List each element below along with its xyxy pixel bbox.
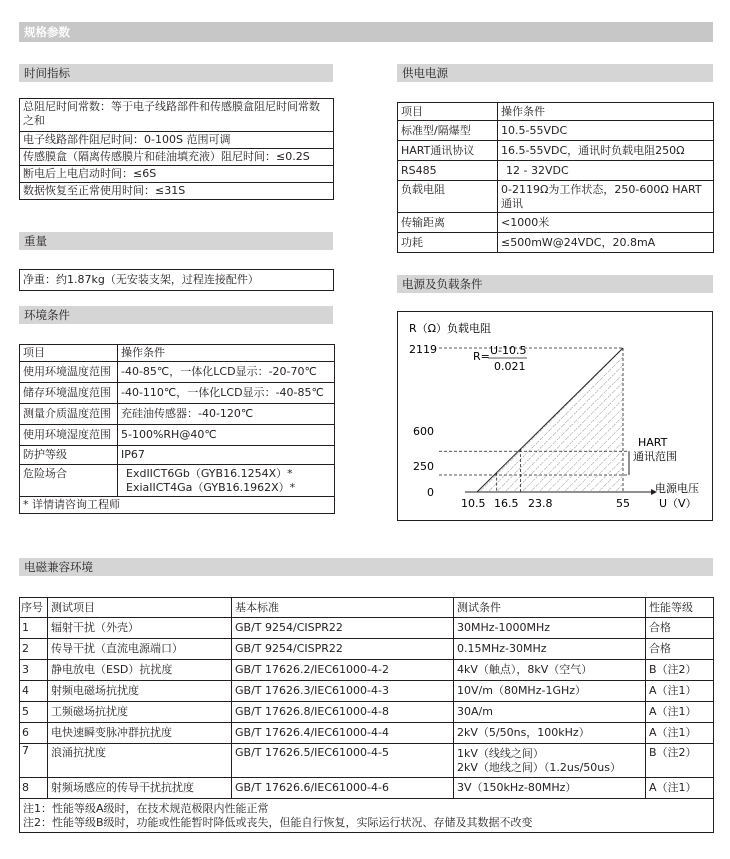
emc-notes xyxy=(20,799,714,833)
emc-cell-no: 4 xyxy=(20,681,48,702)
env-row-value: 充硅油传感器：-40-120℃ xyxy=(118,404,335,425)
emc-cell-condition: 30A/m xyxy=(454,702,646,723)
emc-note: 注1：性能等级A级时，在技术规范极限内性能正常 xyxy=(23,801,269,815)
x-tick-label: 16.5 xyxy=(494,497,519,510)
hart-label-range: 通讯范围 xyxy=(633,450,677,463)
emc-cell-level: B（注2） xyxy=(646,744,714,778)
weight-text: 净重：约1.87kg（无安装支架，过程连接配件） xyxy=(23,273,259,286)
power-row-label: RS485 xyxy=(398,161,498,181)
y-tick-label: 0 xyxy=(427,486,434,499)
env-hazard-line: ExdIICT6Gb（GYB16.1254X）* xyxy=(126,466,293,480)
emc-cell-level: 合格 xyxy=(646,639,714,660)
x-tick-label: 23.8 xyxy=(528,497,553,510)
emc-header: 序号 xyxy=(20,598,48,618)
emc-cell-standard: GB/T 17626.4/IEC61000-4-4 xyxy=(232,723,454,744)
env-row-label: 使用环境湿度范围 xyxy=(20,425,118,446)
power-row-label: 标准型/隔爆型 xyxy=(398,121,498,141)
emc-cell-no: 3 xyxy=(20,660,48,681)
emc-row xyxy=(20,702,714,723)
env-header-item: 项目 xyxy=(20,345,118,362)
emc-cell-level: A（注1） xyxy=(646,702,714,723)
env-hazard-value xyxy=(118,465,335,497)
env-hazard-line: ExiaIICT4Ga（GYB16.1962X）* xyxy=(126,480,296,494)
emc-cell-condition: 30MHz-1000MHz xyxy=(454,618,646,639)
emc-cell-condition: 3V（150kHz-80MHz） xyxy=(454,778,646,799)
env-row-value: -40-110℃，一体化LCD显示：-40-85℃ xyxy=(118,383,335,404)
env-note: * 详情请咨询工程师 xyxy=(20,497,335,514)
power-row-label: HART通讯协议 xyxy=(398,141,498,161)
emc-cell-condition: 0.15MHz-30MHz xyxy=(454,639,646,660)
emc-cell-level: A（注1） xyxy=(646,723,714,744)
power-section-title: 供电电源 xyxy=(397,64,713,82)
power-row-value: 16.5-55VDC，通讯时负载电阻250Ω xyxy=(498,141,714,161)
y-axis-label: R（Ω）负载电阻 xyxy=(409,322,492,335)
power-row-value: 12 - 32VDC xyxy=(498,161,714,181)
power-table xyxy=(397,102,714,253)
weight-section-title: 重量 xyxy=(19,232,333,250)
emc-row xyxy=(20,639,714,660)
emc-cell-item: 射频电磁场抗扰度 xyxy=(48,681,232,702)
emc-cell-no: 8 xyxy=(20,778,48,799)
x-axis-unit: U（V） xyxy=(659,497,697,510)
emc-cell-standard: GB/T 9254/CISPR22 xyxy=(232,639,454,660)
power-row-value: 10.5-55VDC xyxy=(498,121,714,141)
power-header-cond: 操作条件 xyxy=(498,103,714,121)
power-row-value: <1000米 xyxy=(498,213,714,233)
emc-header: 测试项目 xyxy=(48,598,232,618)
time-item: 数据恢复至正常使用时间：≤31S xyxy=(23,184,186,197)
emc-cell-level: A（注1） xyxy=(646,681,714,702)
env-hazard-label: 危险场合 xyxy=(20,465,118,497)
env-row-value: -40-85℃，一体化LCD显示：-20-70℃ xyxy=(118,362,335,383)
emc-section-title: 电磁兼容环境 xyxy=(19,558,713,576)
time-list xyxy=(19,98,334,200)
formula-numerator: U-10.5 xyxy=(490,344,527,357)
formula-denominator: 0.021 xyxy=(494,360,526,373)
emc-row xyxy=(20,681,714,702)
emc-cell-standard: GB/T 9254/CISPR22 xyxy=(232,618,454,639)
env-row-label: 测量介质温度范围 xyxy=(20,404,118,425)
power-row-value: 0-2119Ω为工作状态，250-600Ω HART通讯 xyxy=(498,181,714,213)
load-section-title: 电源及负载条件 xyxy=(397,275,713,293)
emc-cell-item: 传导干扰（直流电源端口） xyxy=(48,639,232,660)
emc-header: 基本标准 xyxy=(232,598,454,618)
env-row-value: 5-100%RH@40℃ xyxy=(118,425,335,446)
y-tick-label: 600 xyxy=(413,425,434,438)
hart-label: HART xyxy=(638,436,668,449)
emc-cell-item: 电快速瞬变脉冲群抗扰度 xyxy=(48,723,232,744)
emc-cell-no: 7 xyxy=(20,744,48,778)
emc-table xyxy=(19,597,714,833)
emc-row xyxy=(20,778,714,799)
env-row-label: 储存环境温度范围 xyxy=(20,383,118,404)
emc-header: 测试条件 xyxy=(454,598,646,618)
y-tick-label: 250 xyxy=(413,460,434,473)
emc-cell-item: 辐射干扰（外壳） xyxy=(48,618,232,639)
time-section-title: 时间指标 xyxy=(19,64,333,82)
emc-note: 注2：性能等级B级时，功能或性能暂时降低或丧失，但能自行恢复，实际运行状况、存储及其数据不改变 xyxy=(23,815,533,829)
emc-cell-condition: 10V/m（80MHz-1GHz） xyxy=(454,681,646,702)
power-row-label: 负载电阻 xyxy=(398,181,498,213)
emc-cell-no: 5 xyxy=(20,702,48,723)
power-row-label: 功耗 xyxy=(398,233,498,253)
emc-cell-standard: GB/T 17626.6/IEC61000-4-6 xyxy=(232,778,454,799)
emc-cell-item: 射频场感应的传导干扰抗扰度 xyxy=(48,778,232,799)
env-row-label: 防护等级 xyxy=(20,446,118,465)
emc-cell-condition: 1kV（线线之间） 2kV（地线之间）（1.2us/50us） xyxy=(454,744,646,778)
x-tick-label: 55 xyxy=(616,497,630,510)
time-item: 总阻尼时间常数：等于电子线路部件和传感膜盒阻尼时间常数之和 xyxy=(20,99,333,132)
env-section-title: 环境条件 xyxy=(19,306,333,324)
emc-cell-item: 工频磁场抗扰度 xyxy=(48,702,232,723)
load-chart xyxy=(397,311,713,521)
emc-row xyxy=(20,618,714,639)
env-row-label: 使用环境温度范围 xyxy=(20,362,118,383)
env-row-value: IP67 xyxy=(118,446,335,465)
emc-row xyxy=(20,723,714,744)
time-item: 传感膜盒（隔离传感膜片和硅油填充液）阻尼时间：≤0.2S xyxy=(20,149,333,166)
emc-row xyxy=(20,660,714,681)
x-axis-label: 电源电压 xyxy=(655,482,699,495)
y-tick-label: 2119 xyxy=(409,343,437,356)
formula-lhs: R= xyxy=(473,350,490,363)
env-table xyxy=(19,344,335,514)
time-item: 电子线路部件阻尼时间：0-100S 范围可调 xyxy=(20,132,333,149)
emc-cell-standard: GB/T 17626.8/IEC61000-4-8 xyxy=(232,702,454,723)
emc-cell-standard: GB/T 17626.2/IEC61000-4-2 xyxy=(232,660,454,681)
emc-cell-level: A（注1） xyxy=(646,778,714,799)
emc-cell-standard: GB/T 17626.3/IEC61000-4-3 xyxy=(232,681,454,702)
emc-cell-item: 浪涌抗扰度 xyxy=(48,744,232,778)
emc-cell-no: 2 xyxy=(20,639,48,660)
time-item: 断电后上电启动时间：≤6S xyxy=(20,166,333,183)
emc-cell-no: 6 xyxy=(20,723,48,744)
emc-cell-level: B（注2） xyxy=(646,660,714,681)
emc-cell-condition: 4kV（触点），8kV（空气） xyxy=(454,660,646,681)
weight-box xyxy=(19,269,334,291)
power-row-value: ≤500mW@24VDC，20.8mA xyxy=(498,233,714,253)
emc-row xyxy=(20,744,714,778)
emc-cell-no: 1 xyxy=(20,618,48,639)
emc-cell-condition: 2kV（5/50ns，100kHz） xyxy=(454,723,646,744)
env-header-cond: 操作条件 xyxy=(118,345,335,362)
emc-header: 性能等级 xyxy=(646,598,714,618)
emc-cell-item: 静电放电（ESD）抗扰度 xyxy=(48,660,232,681)
emc-cell-standard: GB/T 17626.5/IEC61000-4-5 xyxy=(232,744,454,778)
power-row-label: 传输距离 xyxy=(398,213,498,233)
power-header-item: 项目 xyxy=(398,103,498,121)
x-tick-label: 10.5 xyxy=(461,497,486,510)
page-title: 规格参数 xyxy=(19,22,713,42)
emc-cell-level: 合格 xyxy=(646,618,714,639)
